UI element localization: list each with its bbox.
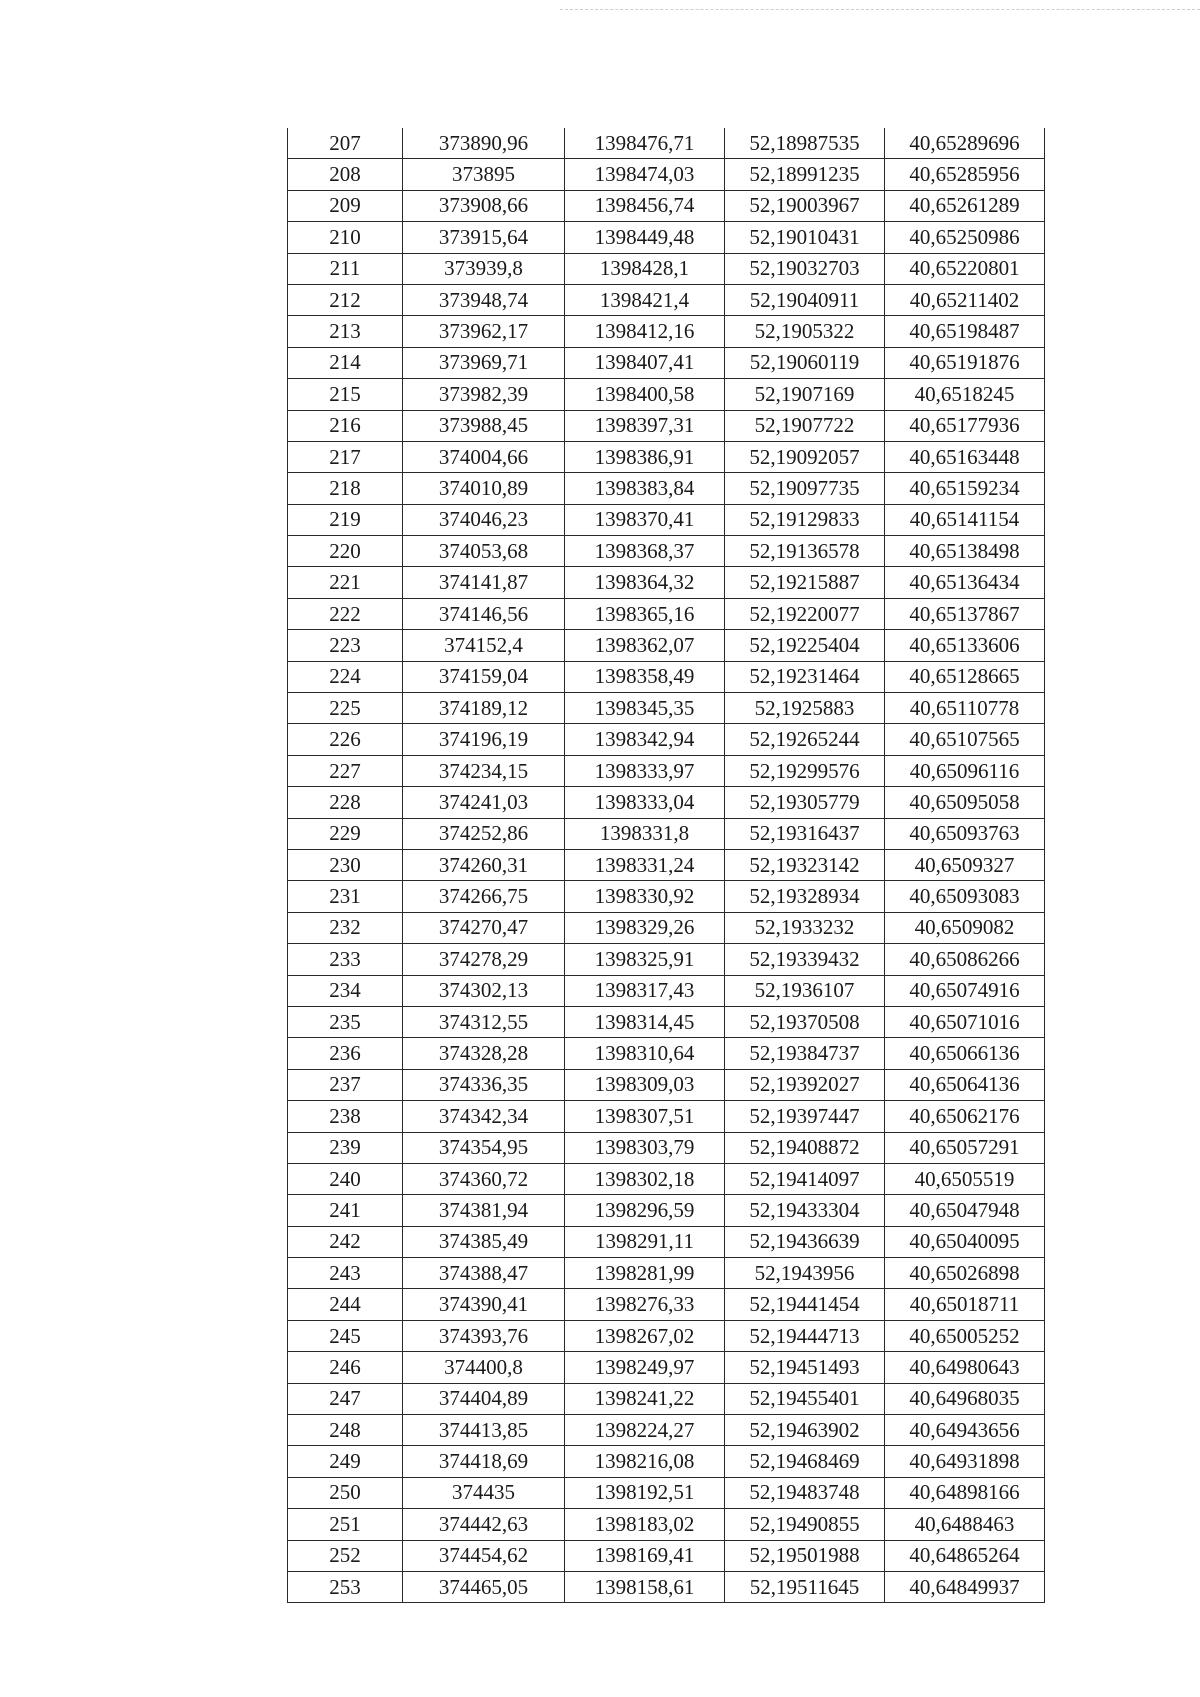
- point-number-cell: 232: [288, 912, 403, 943]
- latitude-cell: 52,19299576: [725, 755, 885, 786]
- point-number-cell: 241: [288, 1195, 403, 1226]
- table-row: [288, 598, 1045, 629]
- point-number-cell: 211: [288, 253, 403, 284]
- table-row: [288, 724, 1045, 755]
- table-row: [288, 1195, 1045, 1226]
- latitude-cell: 52,19451493: [725, 1352, 885, 1383]
- longitude-cell: 40,64865264: [885, 1540, 1045, 1571]
- x-coordinate-cell: 374241,03: [403, 787, 565, 818]
- point-number-cell: 243: [288, 1258, 403, 1289]
- longitude-cell: 40,65026898: [885, 1258, 1045, 1289]
- latitude-cell: 52,19444713: [725, 1320, 885, 1351]
- point-number-cell: 235: [288, 1006, 403, 1037]
- point-number-cell: 207: [288, 128, 403, 159]
- x-coordinate-cell: 374270,47: [403, 912, 565, 943]
- table-row: [288, 567, 1045, 598]
- table-row: [288, 1446, 1045, 1477]
- latitude-cell: 52,19328934: [725, 881, 885, 912]
- table-row: [288, 222, 1045, 253]
- table-row: [288, 159, 1045, 190]
- longitude-cell: 40,65093763: [885, 818, 1045, 849]
- y-coordinate-cell: 1398329,26: [565, 912, 725, 943]
- longitude-cell: 40,65071016: [885, 1006, 1045, 1037]
- latitude-cell: 52,19225404: [725, 630, 885, 661]
- latitude-cell: 52,19097735: [725, 473, 885, 504]
- point-number-cell: 221: [288, 567, 403, 598]
- y-coordinate-cell: 1398421,4: [565, 284, 725, 315]
- x-coordinate-cell: 374385,49: [403, 1226, 565, 1257]
- y-coordinate-cell: 1398158,61: [565, 1571, 725, 1602]
- longitude-cell: 40,64980643: [885, 1352, 1045, 1383]
- table-row: [288, 630, 1045, 661]
- y-coordinate-cell: 1398267,02: [565, 1320, 725, 1351]
- y-coordinate-cell: 1398383,84: [565, 473, 725, 504]
- latitude-cell: 52,1905322: [725, 316, 885, 347]
- longitude-cell: 40,65018711: [885, 1289, 1045, 1320]
- point-number-cell: 213: [288, 316, 403, 347]
- x-coordinate-cell: 373988,45: [403, 410, 565, 441]
- y-coordinate-cell: 1398400,58: [565, 379, 725, 410]
- y-coordinate-cell: 1398331,24: [565, 849, 725, 880]
- latitude-cell: 52,19003967: [725, 190, 885, 221]
- longitude-cell: 40,65074916: [885, 975, 1045, 1006]
- latitude-cell: 52,19501988: [725, 1540, 885, 1571]
- y-coordinate-cell: 1398456,74: [565, 190, 725, 221]
- y-coordinate-cell: 1398330,92: [565, 881, 725, 912]
- y-coordinate-cell: 1398192,51: [565, 1477, 725, 1508]
- longitude-cell: 40,65047948: [885, 1195, 1045, 1226]
- x-coordinate-cell: 374465,05: [403, 1571, 565, 1602]
- latitude-cell: 52,19129833: [725, 504, 885, 535]
- y-coordinate-cell: 1398449,48: [565, 222, 725, 253]
- y-coordinate-cell: 1398342,94: [565, 724, 725, 755]
- table-row: [288, 284, 1045, 315]
- y-coordinate-cell: 1398296,59: [565, 1195, 725, 1226]
- x-coordinate-cell: 374053,68: [403, 536, 565, 567]
- y-coordinate-cell: 1398309,03: [565, 1069, 725, 1100]
- point-number-cell: 219: [288, 504, 403, 535]
- latitude-cell: 52,19436639: [725, 1226, 885, 1257]
- point-number-cell: 252: [288, 1540, 403, 1571]
- latitude-cell: 52,19265244: [725, 724, 885, 755]
- point-number-cell: 234: [288, 975, 403, 1006]
- x-coordinate-cell: 373908,66: [403, 190, 565, 221]
- longitude-cell: 40,65137867: [885, 598, 1045, 629]
- y-coordinate-cell: 1398314,45: [565, 1006, 725, 1037]
- y-coordinate-cell: 1398303,79: [565, 1132, 725, 1163]
- point-number-cell: 236: [288, 1038, 403, 1069]
- point-number-cell: 222: [288, 598, 403, 629]
- y-coordinate-cell: 1398169,41: [565, 1540, 725, 1571]
- latitude-cell: 52,19136578: [725, 536, 885, 567]
- longitude-cell: 40,6518245: [885, 379, 1045, 410]
- x-coordinate-cell: 374435: [403, 1477, 565, 1508]
- longitude-cell: 40,65095058: [885, 787, 1045, 818]
- point-number-cell: 240: [288, 1163, 403, 1194]
- x-coordinate-cell: 374400,8: [403, 1352, 565, 1383]
- y-coordinate-cell: 1398249,97: [565, 1352, 725, 1383]
- latitude-cell: 52,1936107: [725, 975, 885, 1006]
- latitude-cell: 52,19370508: [725, 1006, 885, 1037]
- longitude-cell: 40,6509327: [885, 849, 1045, 880]
- point-number-cell: 253: [288, 1571, 403, 1602]
- y-coordinate-cell: 1398307,51: [565, 1101, 725, 1132]
- longitude-cell: 40,65136434: [885, 567, 1045, 598]
- longitude-cell: 40,65198487: [885, 316, 1045, 347]
- longitude-cell: 40,65062176: [885, 1101, 1045, 1132]
- table-row: [288, 190, 1045, 221]
- table-row: [288, 1477, 1045, 1508]
- longitude-cell: 40,65138498: [885, 536, 1045, 567]
- longitude-cell: 40,65066136: [885, 1038, 1045, 1069]
- table-row: [288, 504, 1045, 535]
- latitude-cell: 52,19441454: [725, 1289, 885, 1320]
- x-coordinate-cell: 374342,34: [403, 1101, 565, 1132]
- longitude-cell: 40,65211402: [885, 284, 1045, 315]
- longitude-cell: 40,6488463: [885, 1509, 1045, 1540]
- point-number-cell: 230: [288, 849, 403, 880]
- table-row: [288, 1383, 1045, 1414]
- point-number-cell: 242: [288, 1226, 403, 1257]
- coordinates-table: [287, 128, 1045, 1603]
- x-coordinate-cell: 373890,96: [403, 128, 565, 159]
- x-coordinate-cell: 373969,71: [403, 347, 565, 378]
- table-row: [288, 1352, 1045, 1383]
- x-coordinate-cell: 374388,47: [403, 1258, 565, 1289]
- latitude-cell: 52,19392027: [725, 1069, 885, 1100]
- longitude-cell: 40,65141154: [885, 504, 1045, 535]
- point-number-cell: 224: [288, 661, 403, 692]
- table-row: [288, 1038, 1045, 1069]
- longitude-cell: 40,65261289: [885, 190, 1045, 221]
- latitude-cell: 52,19490855: [725, 1509, 885, 1540]
- point-number-cell: 244: [288, 1289, 403, 1320]
- table-row: [288, 912, 1045, 943]
- longitude-cell: 40,65289696: [885, 128, 1045, 159]
- point-number-cell: 228: [288, 787, 403, 818]
- table-row: [288, 755, 1045, 786]
- x-coordinate-cell: 374302,13: [403, 975, 565, 1006]
- y-coordinate-cell: 1398276,33: [565, 1289, 725, 1320]
- point-number-cell: 247: [288, 1383, 403, 1414]
- y-coordinate-cell: 1398474,03: [565, 159, 725, 190]
- y-coordinate-cell: 1398281,99: [565, 1258, 725, 1289]
- x-coordinate-cell: 373939,8: [403, 253, 565, 284]
- latitude-cell: 52,1907169: [725, 379, 885, 410]
- latitude-cell: 52,1933232: [725, 912, 885, 943]
- longitude-cell: 40,6509082: [885, 912, 1045, 943]
- x-coordinate-cell: 373895: [403, 159, 565, 190]
- longitude-cell: 40,65220801: [885, 253, 1045, 284]
- x-coordinate-cell: 374046,23: [403, 504, 565, 535]
- longitude-cell: 40,64898166: [885, 1477, 1045, 1508]
- x-coordinate-cell: 374152,4: [403, 630, 565, 661]
- latitude-cell: 52,19414097: [725, 1163, 885, 1194]
- longitude-cell: 40,65191876: [885, 347, 1045, 378]
- latitude-cell: 52,19231464: [725, 661, 885, 692]
- table-row: [288, 693, 1045, 724]
- table-row: [288, 1571, 1045, 1602]
- table-row: [288, 1132, 1045, 1163]
- longitude-cell: 40,65093083: [885, 881, 1045, 912]
- x-coordinate-cell: 374381,94: [403, 1195, 565, 1226]
- latitude-cell: 52,19040911: [725, 284, 885, 315]
- latitude-cell: 52,18991235: [725, 159, 885, 190]
- longitude-cell: 40,64849937: [885, 1571, 1045, 1602]
- longitude-cell: 40,65159234: [885, 473, 1045, 504]
- table-row: [288, 316, 1045, 347]
- point-number-cell: 249: [288, 1446, 403, 1477]
- y-coordinate-cell: 1398370,41: [565, 504, 725, 535]
- table-row: [288, 441, 1045, 472]
- table-row: [288, 347, 1045, 378]
- longitude-cell: 40,65107565: [885, 724, 1045, 755]
- point-number-cell: 217: [288, 441, 403, 472]
- x-coordinate-cell: 374418,69: [403, 1446, 565, 1477]
- y-coordinate-cell: 1398358,49: [565, 661, 725, 692]
- latitude-cell: 52,19463902: [725, 1415, 885, 1446]
- table-row: [288, 1258, 1045, 1289]
- y-coordinate-cell: 1398310,64: [565, 1038, 725, 1069]
- longitude-cell: 40,64968035: [885, 1383, 1045, 1414]
- table-row: [288, 410, 1045, 441]
- longitude-cell: 40,6505519: [885, 1163, 1045, 1194]
- latitude-cell: 52,19220077: [725, 598, 885, 629]
- latitude-cell: 52,19408872: [725, 1132, 885, 1163]
- latitude-cell: 52,1907722: [725, 410, 885, 441]
- x-coordinate-cell: 373962,17: [403, 316, 565, 347]
- table-row: [288, 975, 1045, 1006]
- x-coordinate-cell: 374159,04: [403, 661, 565, 692]
- point-number-cell: 250: [288, 1477, 403, 1508]
- y-coordinate-cell: 1398428,1: [565, 253, 725, 284]
- latitude-cell: 52,19010431: [725, 222, 885, 253]
- y-coordinate-cell: 1398317,43: [565, 975, 725, 1006]
- x-coordinate-cell: 373915,64: [403, 222, 565, 253]
- table-row: [288, 128, 1045, 159]
- latitude-cell: 52,19468469: [725, 1446, 885, 1477]
- point-number-cell: 237: [288, 1069, 403, 1100]
- table-row: [288, 253, 1045, 284]
- point-number-cell: 248: [288, 1415, 403, 1446]
- x-coordinate-cell: 374189,12: [403, 693, 565, 724]
- point-number-cell: 225: [288, 693, 403, 724]
- point-number-cell: 212: [288, 284, 403, 315]
- longitude-cell: 40,65110778: [885, 693, 1045, 724]
- y-coordinate-cell: 1398241,22: [565, 1383, 725, 1414]
- point-number-cell: 239: [288, 1132, 403, 1163]
- table-row: [288, 944, 1045, 975]
- latitude-cell: 52,19397447: [725, 1101, 885, 1132]
- table-row: [288, 1509, 1045, 1540]
- y-coordinate-cell: 1398412,16: [565, 316, 725, 347]
- y-coordinate-cell: 1398407,41: [565, 347, 725, 378]
- table-row: [288, 1006, 1045, 1037]
- point-number-cell: 245: [288, 1320, 403, 1351]
- y-coordinate-cell: 1398397,31: [565, 410, 725, 441]
- x-coordinate-cell: 374004,66: [403, 441, 565, 472]
- x-coordinate-cell: 374354,95: [403, 1132, 565, 1163]
- x-coordinate-cell: 374390,41: [403, 1289, 565, 1320]
- longitude-cell: 40,65163448: [885, 441, 1045, 472]
- point-number-cell: 227: [288, 755, 403, 786]
- table-row: [288, 1540, 1045, 1571]
- x-coordinate-cell: 374260,31: [403, 849, 565, 880]
- y-coordinate-cell: 1398364,32: [565, 567, 725, 598]
- y-coordinate-cell: 1398331,8: [565, 818, 725, 849]
- y-coordinate-cell: 1398333,97: [565, 755, 725, 786]
- latitude-cell: 52,19316437: [725, 818, 885, 849]
- point-number-cell: 210: [288, 222, 403, 253]
- longitude-cell: 40,64931898: [885, 1446, 1045, 1477]
- latitude-cell: 52,19511645: [725, 1571, 885, 1602]
- x-coordinate-cell: 374234,15: [403, 755, 565, 786]
- x-coordinate-cell: 374010,89: [403, 473, 565, 504]
- y-coordinate-cell: 1398333,04: [565, 787, 725, 818]
- longitude-cell: 40,65096116: [885, 755, 1045, 786]
- point-number-cell: 229: [288, 818, 403, 849]
- table-row: [288, 661, 1045, 692]
- latitude-cell: 52,19215887: [725, 567, 885, 598]
- x-coordinate-cell: 374141,87: [403, 567, 565, 598]
- x-coordinate-cell: 374393,76: [403, 1320, 565, 1351]
- table-row: [288, 1289, 1045, 1320]
- table-row: [288, 881, 1045, 912]
- longitude-cell: 40,65064136: [885, 1069, 1045, 1100]
- x-coordinate-cell: 373948,74: [403, 284, 565, 315]
- longitude-cell: 40,65250986: [885, 222, 1045, 253]
- point-number-cell: 208: [288, 159, 403, 190]
- latitude-cell: 52,19455401: [725, 1383, 885, 1414]
- table-row: [288, 1163, 1045, 1194]
- point-number-cell: 218: [288, 473, 403, 504]
- point-number-cell: 231: [288, 881, 403, 912]
- y-coordinate-cell: 1398216,08: [565, 1446, 725, 1477]
- x-coordinate-cell: 373982,39: [403, 379, 565, 410]
- table-row: [288, 1415, 1045, 1446]
- table-row: [288, 787, 1045, 818]
- table-row: [288, 379, 1045, 410]
- x-coordinate-cell: 374252,86: [403, 818, 565, 849]
- table-row: [288, 1069, 1045, 1100]
- table-row: [288, 1226, 1045, 1257]
- x-coordinate-cell: 374442,63: [403, 1509, 565, 1540]
- latitude-cell: 52,19032703: [725, 253, 885, 284]
- latitude-cell: 52,19323142: [725, 849, 885, 880]
- x-coordinate-cell: 374454,62: [403, 1540, 565, 1571]
- latitude-cell: 52,18987535: [725, 128, 885, 159]
- longitude-cell: 40,65285956: [885, 159, 1045, 190]
- point-number-cell: 223: [288, 630, 403, 661]
- point-number-cell: 246: [288, 1352, 403, 1383]
- coordinates-table-body: [288, 128, 1045, 1603]
- longitude-cell: 40,65057291: [885, 1132, 1045, 1163]
- point-number-cell: 233: [288, 944, 403, 975]
- x-coordinate-cell: 374196,19: [403, 724, 565, 755]
- x-coordinate-cell: 374312,55: [403, 1006, 565, 1037]
- y-coordinate-cell: 1398325,91: [565, 944, 725, 975]
- x-coordinate-cell: 374328,28: [403, 1038, 565, 1069]
- longitude-cell: 40,64943656: [885, 1415, 1045, 1446]
- x-coordinate-cell: 374278,29: [403, 944, 565, 975]
- point-number-cell: 215: [288, 379, 403, 410]
- y-coordinate-cell: 1398345,35: [565, 693, 725, 724]
- point-number-cell: 251: [288, 1509, 403, 1540]
- y-coordinate-cell: 1398476,71: [565, 128, 725, 159]
- point-number-cell: 216: [288, 410, 403, 441]
- latitude-cell: 52,1925883: [725, 693, 885, 724]
- table-row: [288, 536, 1045, 567]
- x-coordinate-cell: 374266,75: [403, 881, 565, 912]
- y-coordinate-cell: 1398365,16: [565, 598, 725, 629]
- y-coordinate-cell: 1398362,07: [565, 630, 725, 661]
- longitude-cell: 40,65128665: [885, 661, 1045, 692]
- scan-artifact-line: [560, 9, 1200, 10]
- latitude-cell: 52,19305779: [725, 787, 885, 818]
- point-number-cell: 209: [288, 190, 403, 221]
- latitude-cell: 52,19339432: [725, 944, 885, 975]
- x-coordinate-cell: 374413,85: [403, 1415, 565, 1446]
- longitude-cell: 40,65177936: [885, 410, 1045, 441]
- table-row: [288, 1101, 1045, 1132]
- x-coordinate-cell: 374360,72: [403, 1163, 565, 1194]
- x-coordinate-cell: 374336,35: [403, 1069, 565, 1100]
- longitude-cell: 40,65086266: [885, 944, 1045, 975]
- y-coordinate-cell: 1398291,11: [565, 1226, 725, 1257]
- latitude-cell: 52,19092057: [725, 441, 885, 472]
- latitude-cell: 52,19060119: [725, 347, 885, 378]
- table-row: [288, 473, 1045, 504]
- y-coordinate-cell: 1398302,18: [565, 1163, 725, 1194]
- x-coordinate-cell: 374404,89: [403, 1383, 565, 1414]
- latitude-cell: 52,19384737: [725, 1038, 885, 1069]
- latitude-cell: 52,1943956: [725, 1258, 885, 1289]
- latitude-cell: 52,19433304: [725, 1195, 885, 1226]
- longitude-cell: 40,65005252: [885, 1320, 1045, 1351]
- point-number-cell: 220: [288, 536, 403, 567]
- longitude-cell: 40,65133606: [885, 630, 1045, 661]
- table-row: [288, 818, 1045, 849]
- table-row: [288, 1320, 1045, 1351]
- latitude-cell: 52,19483748: [725, 1477, 885, 1508]
- x-coordinate-cell: 374146,56: [403, 598, 565, 629]
- y-coordinate-cell: 1398368,37: [565, 536, 725, 567]
- table-row: [288, 849, 1045, 880]
- longitude-cell: 40,65040095: [885, 1226, 1045, 1257]
- y-coordinate-cell: 1398224,27: [565, 1415, 725, 1446]
- point-number-cell: 226: [288, 724, 403, 755]
- y-coordinate-cell: 1398183,02: [565, 1509, 725, 1540]
- point-number-cell: 214: [288, 347, 403, 378]
- y-coordinate-cell: 1398386,91: [565, 441, 725, 472]
- point-number-cell: 238: [288, 1101, 403, 1132]
